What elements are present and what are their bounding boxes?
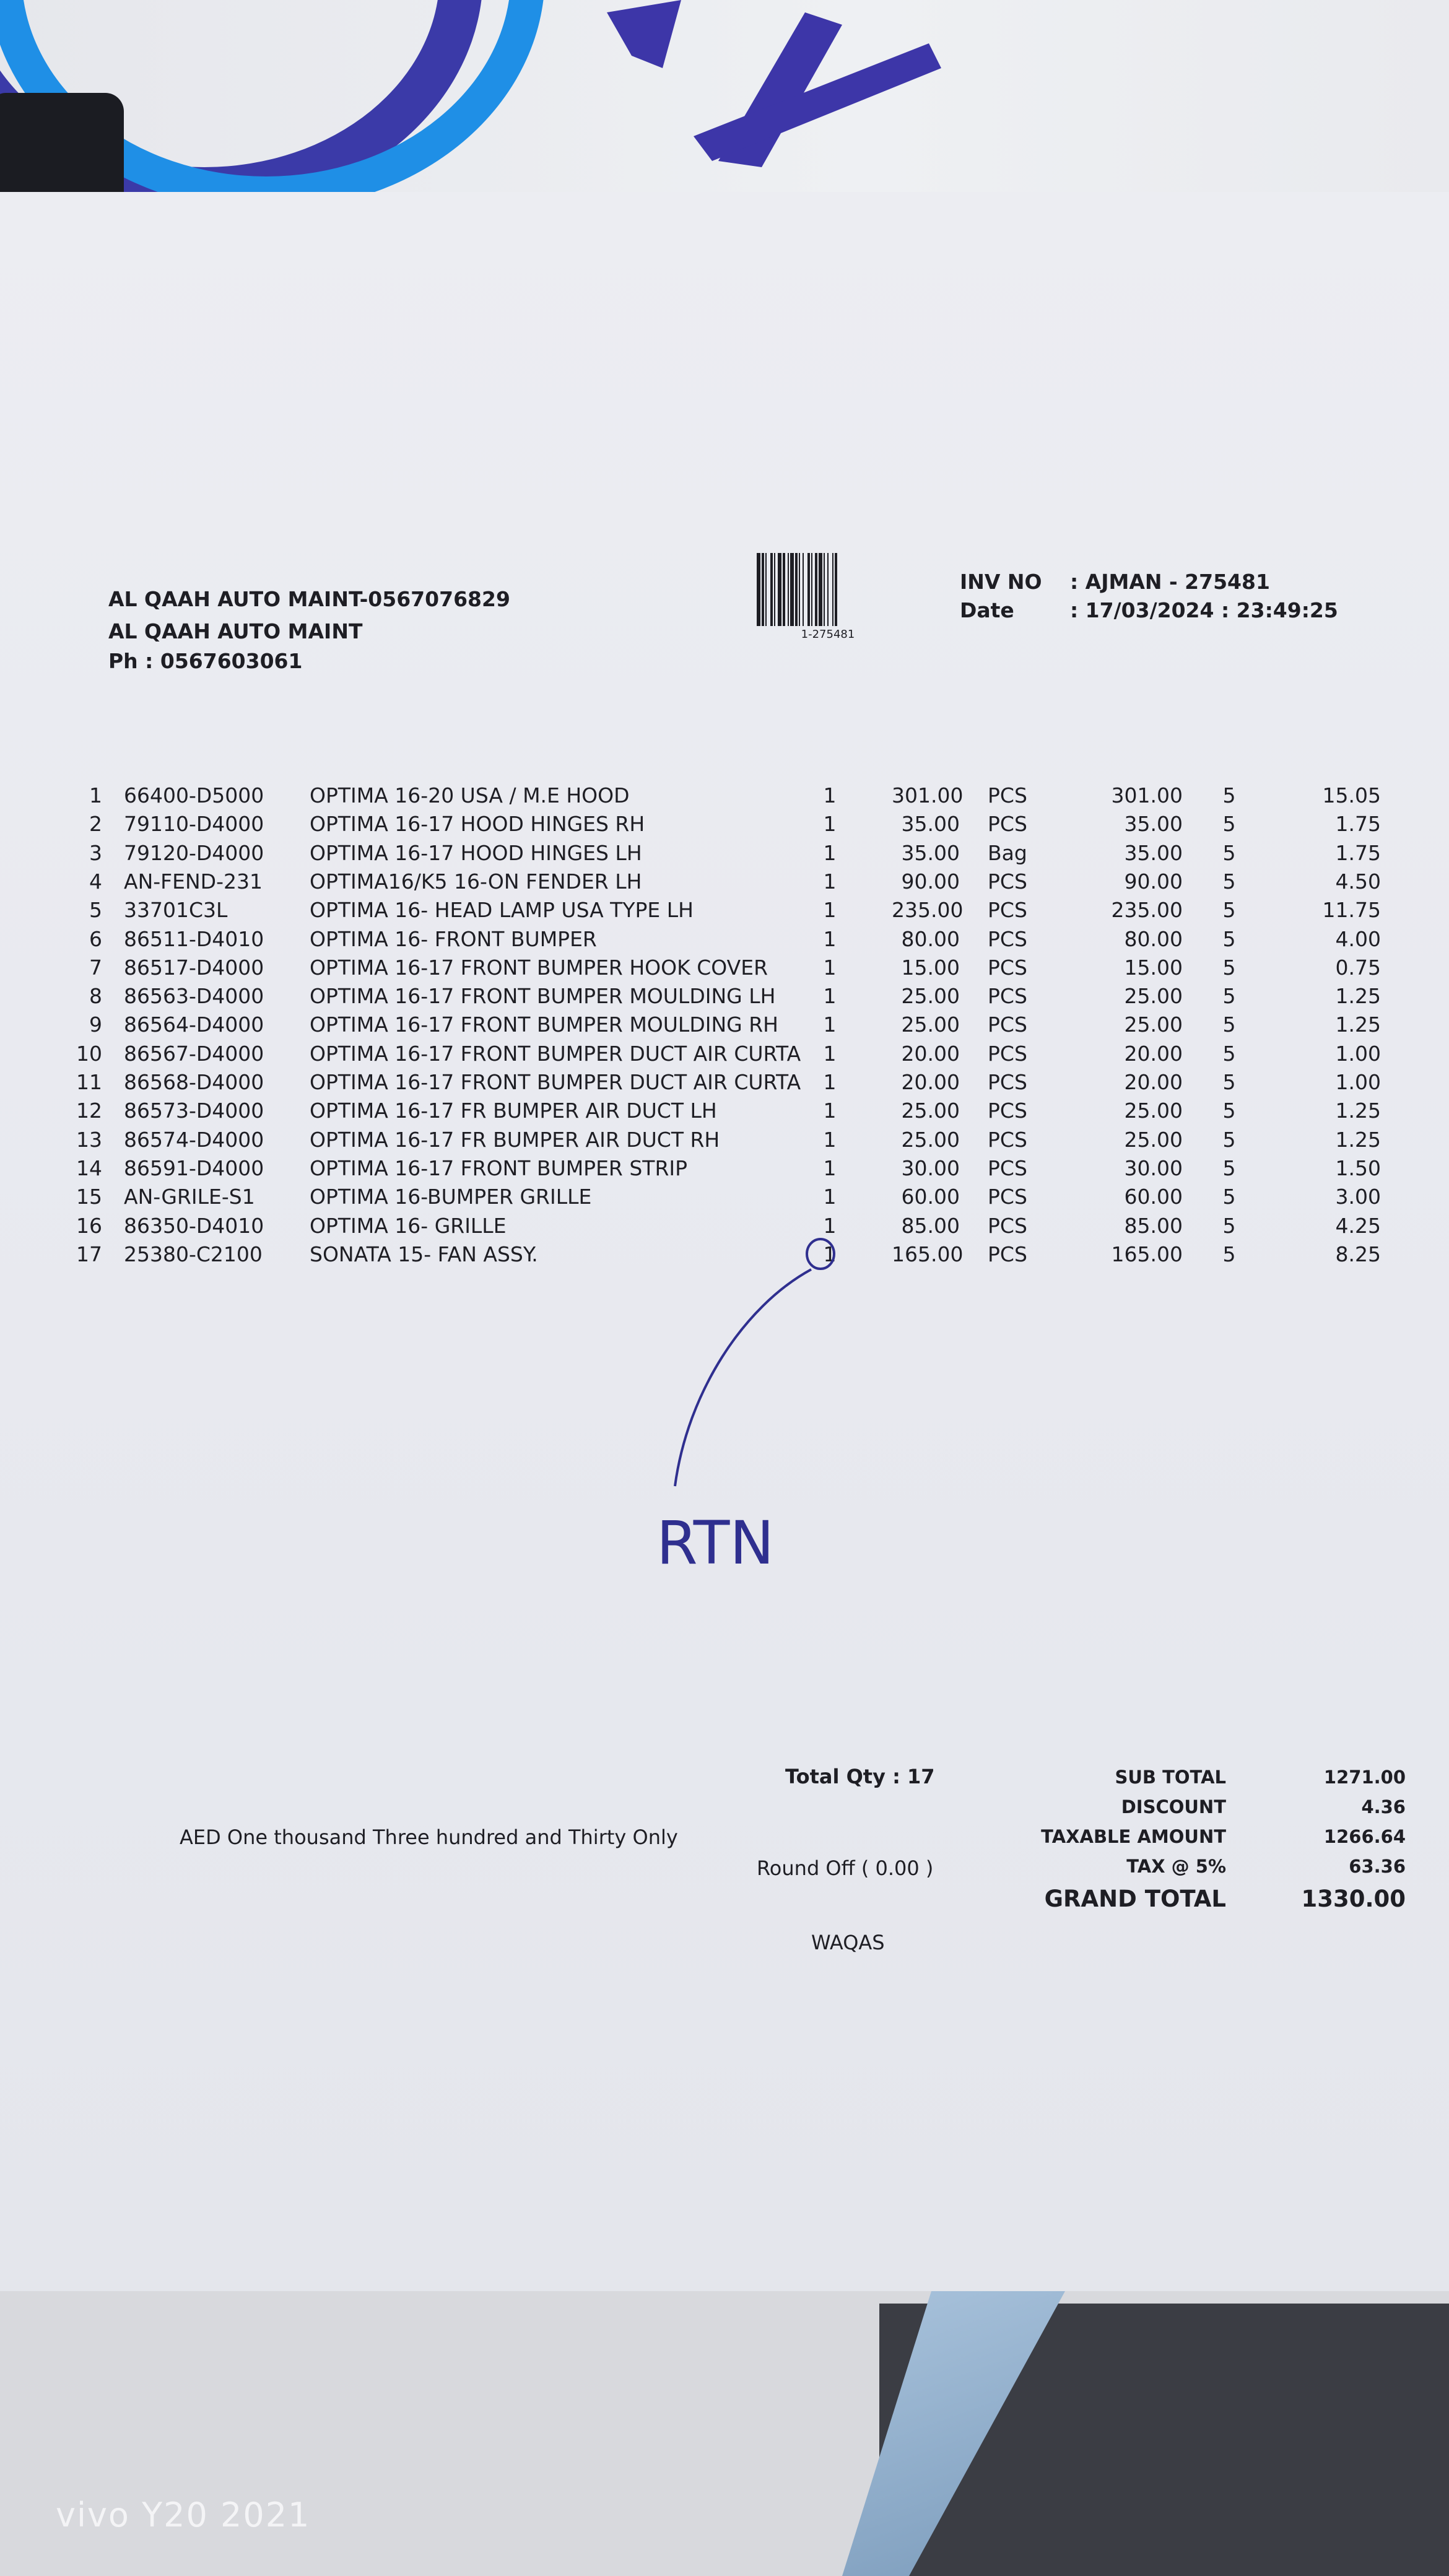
company-name-line1: AL QAAH AUTO MAINT-0567076829 bbox=[108, 587, 510, 611]
salesman-name: WAQAS bbox=[811, 1931, 885, 1954]
part-code: 86350-D4010 bbox=[124, 1213, 264, 1238]
part-description: SONATA 15- FAN ASSY. bbox=[310, 1242, 538, 1266]
tax-amount: 1.75 bbox=[1335, 812, 1381, 837]
camera-watermark: vivo Y20 2021 bbox=[56, 2496, 311, 2535]
part-code: 25380-C2100 bbox=[124, 1242, 263, 1266]
unit-type: PCS bbox=[988, 955, 1027, 980]
tax-amount: 1.25 bbox=[1335, 984, 1381, 1009]
quantity: 1 bbox=[823, 1041, 837, 1066]
part-description: OPTIMA 16-17 FR BUMPER AIR DUCT RH bbox=[310, 1127, 720, 1152]
row-number: 13 bbox=[76, 1127, 102, 1152]
row-number: 6 bbox=[89, 926, 102, 951]
date-label: Date bbox=[960, 598, 1014, 622]
tax-amount: 11.75 bbox=[1322, 898, 1381, 923]
round-off: Round Off ( 0.00 ) bbox=[757, 1856, 934, 1880]
line-amount: 25.00 bbox=[1124, 1127, 1183, 1152]
unit-rate: 165.00 bbox=[892, 1242, 964, 1266]
tax-label: TAX @ 5% bbox=[1126, 1856, 1226, 1877]
row-number: 7 bbox=[89, 955, 102, 980]
tax-amount: 1.00 bbox=[1335, 1070, 1381, 1094]
tax-percent: 5 bbox=[1222, 984, 1236, 1009]
part-code: 79110-D4000 bbox=[124, 812, 264, 837]
part-code: 86574-D4000 bbox=[124, 1127, 264, 1152]
amount-in-words: AED One thousand Three hundred and Thirty Only bbox=[180, 1825, 678, 1849]
line-amount: 35.00 bbox=[1124, 812, 1183, 837]
unit-rate: 25.00 bbox=[901, 1012, 960, 1037]
tax-percent: 5 bbox=[1222, 1012, 1236, 1037]
tax-amount: 4.25 bbox=[1335, 1213, 1381, 1238]
line-amount: 165.00 bbox=[1111, 1242, 1183, 1266]
unit-rate: 35.00 bbox=[901, 812, 960, 837]
company-phone: Ph : 0567603061 bbox=[108, 649, 303, 673]
quantity: 1 bbox=[823, 1242, 837, 1266]
sub-total-value: 1271.00 bbox=[1323, 1767, 1406, 1788]
unit-rate: 60.00 bbox=[901, 1185, 960, 1209]
part-description: OPTIMA 16-20 USA / M.E HOOD bbox=[310, 783, 630, 807]
quantity: 1 bbox=[823, 1155, 837, 1180]
row-number: 9 bbox=[89, 1012, 102, 1037]
part-code: 66400-D5000 bbox=[124, 783, 264, 807]
tax-amount: 1.25 bbox=[1335, 1127, 1381, 1152]
line-amount: 30.00 bbox=[1124, 1155, 1183, 1180]
line-amount: 25.00 bbox=[1124, 984, 1183, 1009]
unit-rate: 25.00 bbox=[901, 1127, 960, 1152]
part-description: OPTIMA 16-17 FRONT BUMPER STRIP bbox=[310, 1155, 688, 1180]
quantity: 1 bbox=[823, 898, 837, 923]
line-amount: 60.00 bbox=[1124, 1185, 1183, 1209]
part-code: 86568-D4000 bbox=[124, 1070, 264, 1094]
quantity: 1 bbox=[823, 812, 837, 837]
quantity: 1 bbox=[823, 1127, 837, 1152]
part-description: OPTIMA 16-17 FRONT BUMPER DUCT AIR CURTA bbox=[310, 1070, 801, 1094]
unit-type: PCS bbox=[988, 783, 1027, 807]
part-code: 86517-D4000 bbox=[124, 955, 264, 980]
part-code: 86591-D4000 bbox=[124, 1155, 264, 1180]
row-number: 1 bbox=[89, 783, 102, 807]
part-description: OPTIMA 16-17 FR BUMPER AIR DUCT LH bbox=[310, 1099, 717, 1123]
tax-amount: 1.25 bbox=[1335, 1012, 1381, 1037]
unit-type: PCS bbox=[988, 1099, 1027, 1123]
unit-type: PCS bbox=[988, 1155, 1027, 1180]
tax-percent: 5 bbox=[1222, 1127, 1236, 1152]
part-code: 86511-D4010 bbox=[124, 926, 264, 951]
quantity: 1 bbox=[823, 840, 837, 865]
tax-percent: 5 bbox=[1222, 1041, 1236, 1066]
unit-rate: 25.00 bbox=[901, 984, 960, 1009]
part-code: 86567-D4000 bbox=[124, 1041, 264, 1066]
row-number: 5 bbox=[89, 898, 102, 923]
part-description: OPTIMA 16- HEAD LAMP USA TYPE LH bbox=[310, 898, 694, 923]
tax-amount: 15.05 bbox=[1322, 783, 1381, 807]
tax-amount: 0.75 bbox=[1335, 955, 1381, 980]
quantity: 1 bbox=[823, 984, 837, 1009]
tax-value: 63.36 bbox=[1349, 1856, 1406, 1877]
tax-percent: 5 bbox=[1222, 783, 1236, 807]
tax-amount: 8.25 bbox=[1335, 1242, 1381, 1266]
row-number: 14 bbox=[76, 1155, 102, 1180]
line-amount: 20.00 bbox=[1124, 1041, 1183, 1066]
unit-rate: 85.00 bbox=[901, 1213, 960, 1238]
quantity: 1 bbox=[823, 955, 837, 980]
grand-total-value: 1330.00 bbox=[1301, 1886, 1406, 1912]
quantity: 1 bbox=[823, 1070, 837, 1094]
tax-amount: 1.25 bbox=[1335, 1099, 1381, 1123]
tax-percent: 5 bbox=[1222, 1213, 1236, 1238]
unit-type: PCS bbox=[988, 926, 1027, 951]
part-code: 86564-D4000 bbox=[124, 1012, 264, 1037]
part-code: 86573-D4000 bbox=[124, 1099, 264, 1123]
tax-amount: 1.50 bbox=[1335, 1155, 1381, 1180]
grand-total-label: GRAND TOTAL bbox=[1044, 1886, 1226, 1912]
tax-percent: 5 bbox=[1222, 1242, 1236, 1266]
row-number: 4 bbox=[89, 869, 102, 894]
row-number: 15 bbox=[76, 1185, 102, 1209]
taxable-amount-label: TAXABLE AMOUNT bbox=[1041, 1826, 1226, 1847]
line-amount: 25.00 bbox=[1124, 1099, 1183, 1123]
unit-rate: 301.00 bbox=[892, 783, 964, 807]
total-qty: Total Qty : 17 bbox=[785, 1765, 935, 1788]
unit-type: PCS bbox=[988, 898, 1027, 923]
part-code: 79120-D4000 bbox=[124, 840, 264, 865]
tax-amount: 1.75 bbox=[1335, 840, 1381, 865]
unit-rate: 80.00 bbox=[901, 926, 960, 951]
tax-percent: 5 bbox=[1222, 812, 1236, 837]
part-code: 33701C3L bbox=[124, 898, 228, 923]
discount-label: DISCOUNT bbox=[1121, 1796, 1226, 1817]
tax-percent: 5 bbox=[1222, 898, 1236, 923]
part-description: OPTIMA 16-17 FRONT BUMPER HOOK COVER bbox=[310, 955, 768, 980]
tax-percent: 5 bbox=[1222, 840, 1236, 865]
unit-rate: 20.00 bbox=[901, 1041, 960, 1066]
unit-rate: 90.00 bbox=[901, 869, 960, 894]
rtn-handwritten-text: RTN bbox=[656, 1508, 775, 1578]
unit-rate: 20.00 bbox=[901, 1070, 960, 1094]
unit-rate: 15.00 bbox=[901, 955, 960, 980]
line-amount: 235.00 bbox=[1111, 898, 1183, 923]
discount-value: 4.36 bbox=[1361, 1796, 1406, 1817]
tax-percent: 5 bbox=[1222, 1099, 1236, 1123]
quantity: 1 bbox=[823, 1099, 837, 1123]
row-number: 11 bbox=[76, 1070, 102, 1094]
row-number: 2 bbox=[89, 812, 102, 837]
part-description: OPTIMA 16-BUMPER GRILLE bbox=[310, 1185, 592, 1209]
unit-type: PCS bbox=[988, 812, 1027, 837]
inv-no-label: INV NO bbox=[960, 570, 1042, 594]
unit-rate: 35.00 bbox=[901, 840, 960, 865]
line-amount: 85.00 bbox=[1124, 1213, 1183, 1238]
row-number: 16 bbox=[76, 1213, 102, 1238]
tax-percent: 5 bbox=[1222, 1185, 1236, 1209]
quantity: 1 bbox=[823, 783, 837, 807]
line-amount: 301.00 bbox=[1111, 783, 1183, 807]
tax-percent: 5 bbox=[1222, 1070, 1236, 1094]
date-value: : 17/03/2024 : 23:49:25 bbox=[1070, 598, 1338, 622]
row-number: 17 bbox=[76, 1242, 102, 1266]
sub-total-label: SUB TOTAL bbox=[1115, 1767, 1226, 1788]
line-amount: 80.00 bbox=[1124, 926, 1183, 951]
part-description: OPTIMA 16-17 HOOD HINGES RH bbox=[310, 812, 645, 837]
tax-amount: 3.00 bbox=[1335, 1185, 1381, 1209]
unit-type: PCS bbox=[988, 1242, 1027, 1266]
line-amount: 20.00 bbox=[1124, 1070, 1183, 1094]
part-description: OPTIMA 16- GRILLE bbox=[310, 1213, 507, 1238]
inv-no-value: : AJMAN - 275481 bbox=[1070, 570, 1270, 594]
part-code: AN-GRILE-S1 bbox=[124, 1185, 255, 1209]
part-code: 86563-D4000 bbox=[124, 984, 264, 1009]
barcode-number: 1-275481 bbox=[801, 628, 855, 641]
unit-type: PCS bbox=[988, 1041, 1027, 1066]
row-number: 3 bbox=[89, 840, 102, 865]
tax-amount: 1.00 bbox=[1335, 1041, 1381, 1066]
unit-rate: 25.00 bbox=[901, 1099, 960, 1123]
part-description: OPTIMA 16-17 FRONT BUMPER DUCT AIR CURTA bbox=[310, 1041, 801, 1066]
part-code: AN-FEND-231 bbox=[124, 869, 263, 894]
unit-type: PCS bbox=[988, 869, 1027, 894]
unit-type: Bag bbox=[988, 840, 1027, 865]
tax-percent: 5 bbox=[1222, 955, 1236, 980]
line-amount: 15.00 bbox=[1124, 955, 1183, 980]
line-amount: 25.00 bbox=[1124, 1012, 1183, 1037]
tax-percent: 5 bbox=[1222, 869, 1236, 894]
unit-rate: 30.00 bbox=[901, 1155, 960, 1180]
line-amount: 35.00 bbox=[1124, 840, 1183, 865]
tax-amount: 4.00 bbox=[1335, 926, 1381, 951]
row-number: 8 bbox=[89, 984, 102, 1009]
taxable-amount-value: 1266.64 bbox=[1323, 1826, 1406, 1847]
unit-type: PCS bbox=[988, 984, 1027, 1009]
line-amount: 90.00 bbox=[1124, 869, 1183, 894]
part-description: OPTIMA 16-17 FRONT BUMPER MOULDING RH bbox=[310, 1012, 778, 1037]
row-number: 10 bbox=[76, 1041, 102, 1066]
part-description: OPTIMA 16- FRONT BUMPER bbox=[310, 926, 597, 951]
tax-percent: 5 bbox=[1222, 926, 1236, 951]
quantity: 1 bbox=[823, 1185, 837, 1209]
part-description: OPTIMA 16-17 HOOD HINGES LH bbox=[310, 840, 642, 865]
quantity: 1 bbox=[823, 926, 837, 951]
quantity: 1 bbox=[823, 1012, 837, 1037]
part-description: OPTIMA16/K5 16-ON FENDER LH bbox=[310, 869, 642, 894]
row-number: 12 bbox=[76, 1099, 102, 1123]
unit-rate: 235.00 bbox=[892, 898, 964, 923]
unit-type: PCS bbox=[988, 1127, 1027, 1152]
quantity: 1 bbox=[823, 869, 837, 894]
unit-type: PCS bbox=[988, 1070, 1027, 1094]
tax-percent: 5 bbox=[1222, 1155, 1236, 1180]
part-description: OPTIMA 16-17 FRONT BUMPER MOULDING LH bbox=[310, 984, 776, 1009]
unit-type: PCS bbox=[988, 1213, 1027, 1238]
quantity: 1 bbox=[823, 1213, 837, 1238]
company-name-line2: AL QAAH AUTO MAINT bbox=[108, 619, 363, 643]
tax-amount: 4.50 bbox=[1335, 869, 1381, 894]
unit-type: PCS bbox=[988, 1185, 1027, 1209]
unit-type: PCS bbox=[988, 1012, 1027, 1037]
